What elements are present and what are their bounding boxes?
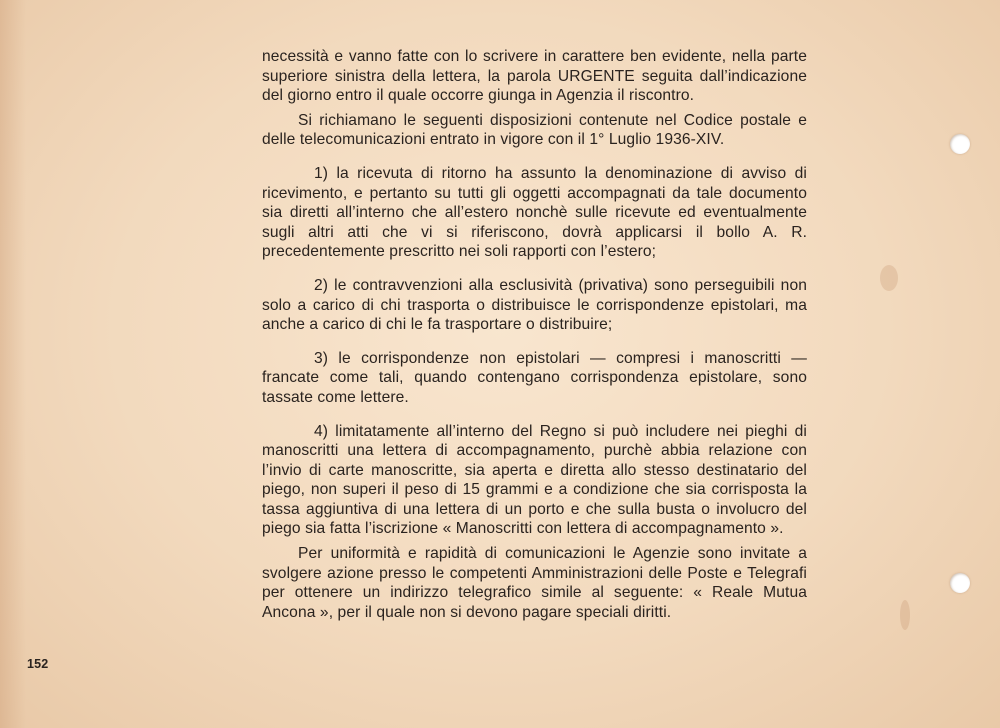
paragraph-telegraph-address: Per uniformità e rapidità di comunicazioni le Agenzie sono invitate a svolgere azione presso le competenti Amministrazioni delle Poste e Telegrafi per ottenere un indirizzo telegrafico simile al seguente: « Reale Mutua Ancona », per il quale non si devono pagare speciali diritti. [262, 545, 807, 621]
paper-stain [900, 600, 910, 630]
text-column [262, 47, 807, 622]
paper-stain [880, 265, 898, 291]
paragraph-continuation: necessità e vanno fatte con lo scrivere in carattere ben evidente, nella parte superiore sinistra della lettera, la parola URGENTE seguita dall’indicazione del giorno entro il quale occorre giunga in Agenzia il riscontro. [262, 48, 807, 105]
page-edge-shadow [0, 0, 26, 728]
punch-hole-bottom [950, 573, 970, 593]
list-item-4: 4) limitatamente all’interno del Regno si può includere nei pieghi di manoscritti una lettera di accompagnamento, purchè abbia relazione con l’invio di carte manoscritte, sia aperta e diretta allo stesso destinatario del piego, non superi il peso di 15 grammi e a condizione che sia corrisposta la tassa aggiuntiva di una lettera di un porto e che sulla busta o involucro del piego sia fatta l’iscrizione « Manoscritti con lettera di accompagnamento ». [262, 422, 807, 538]
list-item-1: 1) la ricevuta di ritorno ha assunto la denominazione di avviso di ricevimento, e pertanto su tutti gli oggetti accompagnati da tale documento sia diretti all’interno che all’estero nonchè sulle ricevute ed eventualmente sugli altri atti che vi si riferiscono, dovrà applicarsi il bollo A. R. precedentemente prescritto nei soli rapporti con l’estero; [262, 164, 807, 261]
page-number: 152 [27, 657, 49, 671]
paragraph-code-reference: Si richiamano le seguenti disposizioni contenute nel Codice postale e delle telecomunicazioni entrato in vigore con il 1° Luglio 1936-XIV. [262, 111, 807, 149]
punch-hole-top [950, 134, 970, 154]
list-item-2: 2) le contravvenzioni alla esclusività (privativa) sono perseguibili non solo a carico di chi trasporta o distribuisce le corrispondenze epistolari, ma anche a carico di chi le fa trasportare o distribuire; [262, 276, 807, 334]
list-item-3: 3) le corrispondenze non epistolari — compresi i manoscritti — francate come tali, quando contengano corrispondenza epistolare, sono tassate come lettere. [262, 349, 807, 406]
